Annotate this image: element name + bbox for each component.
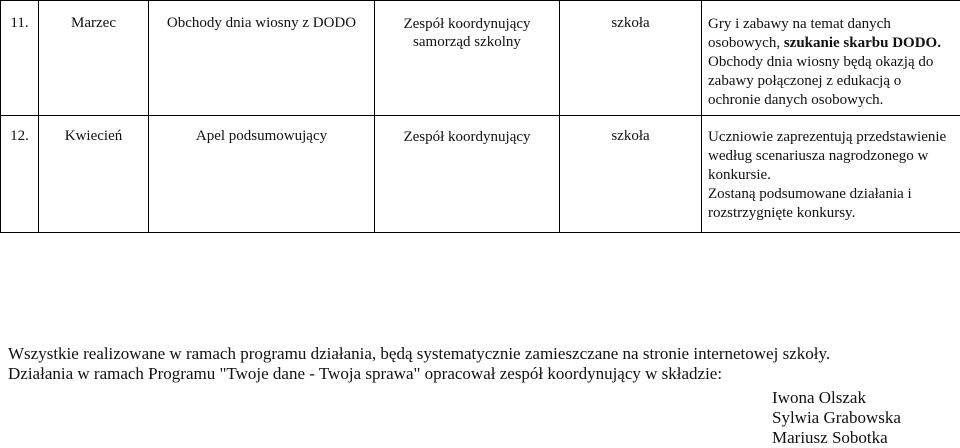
month-cell — [39, 1, 149, 116]
responsible-line: Zespół koordynujący — [375, 15, 559, 33]
footer-text — [8, 344, 958, 384]
responsible-cell — [375, 116, 560, 233]
location-cell — [560, 1, 702, 116]
team-members — [772, 388, 901, 448]
responsible-line: Zespół koordynujący — [375, 128, 559, 146]
team-member-name: Iwona Olszak — [772, 388, 901, 408]
team-member-name: Sylwia Grabowska — [772, 408, 901, 428]
location: szkoła — [560, 116, 701, 145]
description-text: Obchody dnia wiosny będą okazją do zabawy połączonej z edukacją o ochronie danych osobowych. — [708, 54, 933, 108]
location-cell — [560, 116, 702, 233]
description — [708, 1, 954, 110]
description-cell — [702, 1, 960, 116]
footer-line-authors: Działania w ramach Programu "Twoje dane - Twoja sprawa" opracował zespół koordynujący w składzie: — [8, 364, 958, 384]
event-cell — [149, 116, 375, 233]
month-cell — [39, 116, 149, 233]
location: szkoła — [560, 1, 701, 32]
description-bold-text: szukanie skarbu DODO. — [784, 35, 941, 51]
description-text: Gry i zabawy na temat danych osobowych, — [708, 16, 891, 51]
event-cell — [149, 1, 375, 116]
responsible-line: samorząd szkolny — [375, 33, 559, 51]
footer-line-publication: Wszystkie realizowane w ramach programu działania, będą systematycznie zamieszczane na stronie internetowej szkoły. — [8, 344, 958, 364]
table-row — [1, 1, 960, 116]
description — [708, 116, 954, 223]
row-number: 12. — [1, 116, 38, 145]
event-name: Obchody dnia wiosny z DODO — [149, 1, 374, 32]
team-member-name: Mariusz Sobotka — [772, 428, 901, 448]
row-number: 11. — [1, 1, 38, 32]
description-cell — [702, 116, 960, 233]
row-number-cell — [1, 1, 39, 116]
table-row — [1, 116, 960, 233]
month: Kwiecień — [39, 116, 148, 145]
month: Marzec — [39, 1, 148, 32]
event-name: Apel podsumowujący — [149, 116, 374, 145]
row-number-cell — [1, 116, 39, 233]
description-text: Uczniowie zaprezentują przedstawienie według scenariusza nagrodzonego w konkursie. — [708, 128, 954, 185]
responsible-cell — [375, 1, 560, 116]
description-text: Zostaną podsumowane działania i rozstrzygnięte konkursy. — [708, 185, 954, 223]
